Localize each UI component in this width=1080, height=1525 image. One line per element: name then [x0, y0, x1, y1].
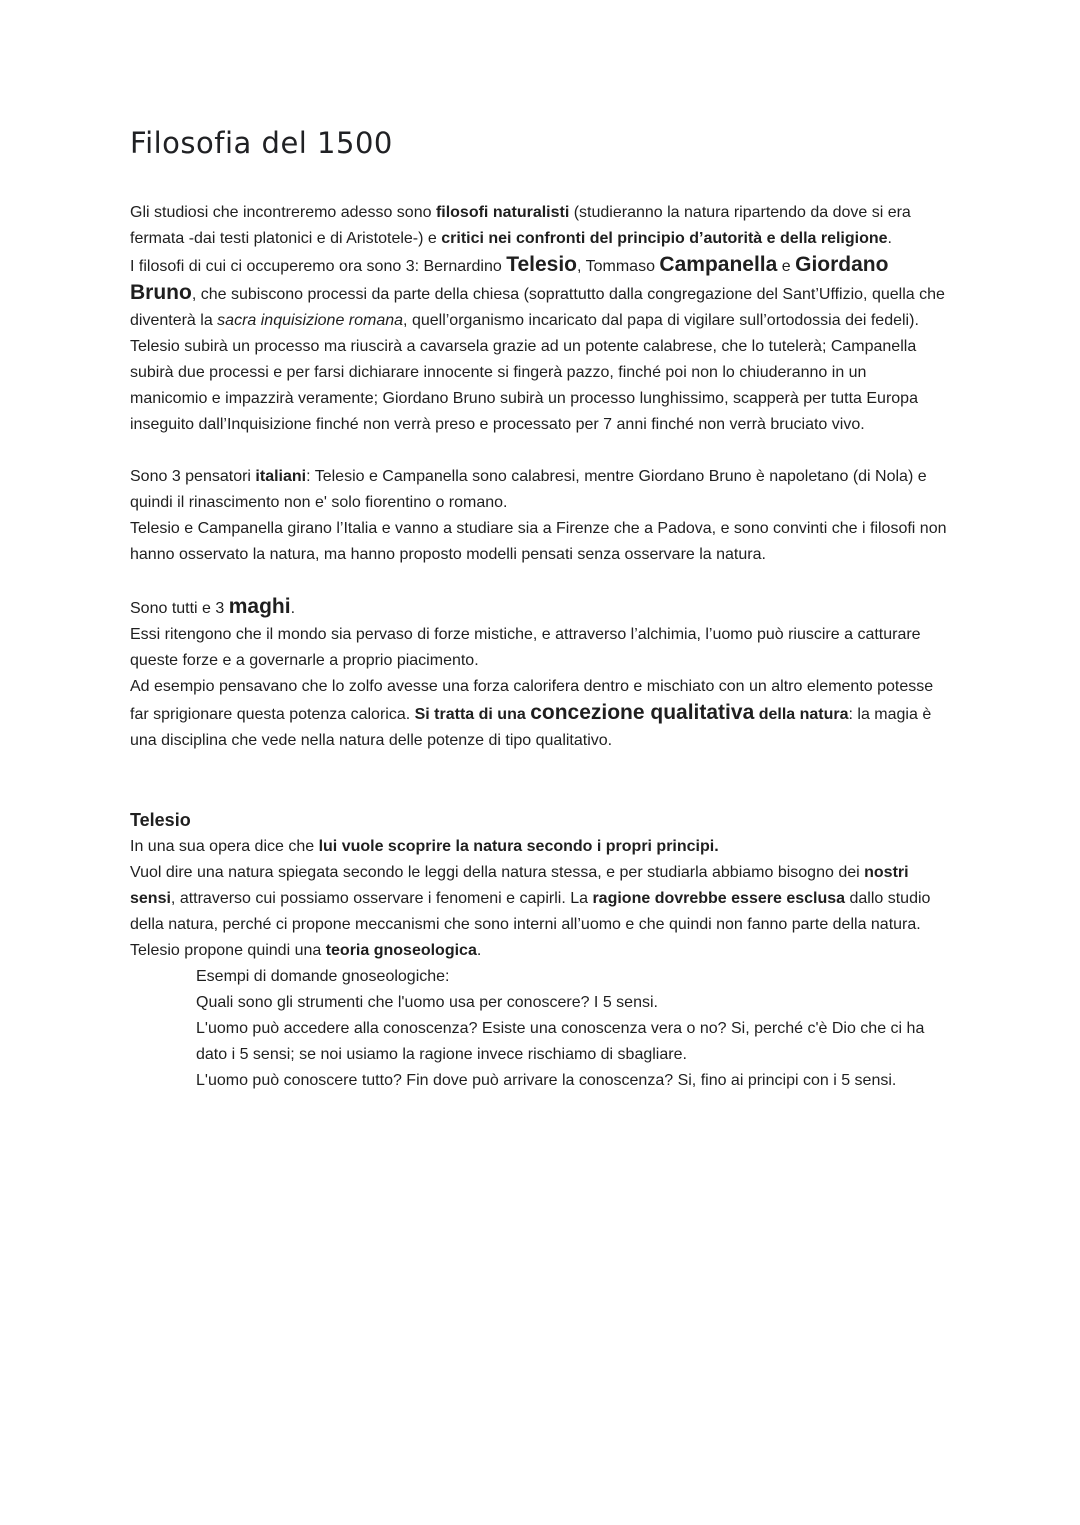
text-run: , quell’organismo incaricato dal papa di vigilare sull’ortodossia dei fedeli). — [403, 312, 919, 329]
text-run: Ad esempio pensavano che lo zolfo avesse una forza calorifera dentro e mischiato con un altro elemento potesse far sprigionare questa potenza calorica. — [130, 678, 934, 723]
text-run: : Telesio e Campanella sono calabresi, mentre Giordano Bruno è napoletano (di Nola) e quindi il rinascimento non e' solo fiorentino o romano. — [130, 468, 927, 511]
text-run: In una sua opera dice che — [130, 838, 319, 855]
blank-line — [130, 568, 948, 594]
text-run: Telesio — [130, 810, 191, 830]
paragraph — [130, 464, 948, 516]
blank-line — [130, 780, 948, 806]
text-run: Esempi di domande gnoseologiche: — [196, 968, 450, 985]
text-run: Vuol dire una natura spiegata secondo le leggi della natura stessa, e per studiarla abbiamo bisogno dei — [130, 864, 865, 881]
text-run: lui vuole scoprire la natura secondo i propri principi. — [318, 838, 719, 855]
paragraph — [130, 674, 948, 754]
text-run: Telesio subirà un processo ma riuscirà a cavarsela grazie ad un potente calabrese, che lo tutelerà; Campanella subirà due processi e per farsi dichiarare innocente si fingerà pazzo, finché poi non lo chiuderanno in un manicomio e impazzirà veramente; Giordano Bruno subirà un processo lunghissimo, scapperà per tutta Europa inseguito dall’Inquisizione finché non verrà preso e processato per 7 anni finché non verrà bruciato vivo. — [130, 338, 918, 433]
text-run: . — [290, 600, 296, 617]
paragraph — [130, 594, 948, 622]
paragraph — [130, 938, 948, 964]
paragraph — [130, 334, 948, 438]
document-body — [130, 200, 948, 1094]
section-heading — [130, 806, 948, 834]
text-run: ragione dovrebbe essere esclusa — [592, 890, 846, 907]
text-run: , Tommaso — [577, 258, 660, 275]
paragraph — [130, 200, 948, 252]
paragraph — [130, 990, 948, 1016]
text-run: Gli studiosi che incontreremo adesso sono — [130, 204, 436, 221]
text-run: teoria gnoseologica — [325, 942, 477, 959]
text-run: Sono tutti e 3 — [130, 600, 229, 617]
text-run: filosofi naturalisti — [435, 204, 570, 221]
text-run: critici nei confronti del principio d’autorità e della religione — [441, 230, 888, 247]
text-run: e — [777, 258, 796, 275]
blank-line — [130, 438, 948, 464]
text-run: Si tratta di una — [414, 706, 531, 723]
blank-line — [130, 754, 948, 780]
text-run: L'uomo può conoscere tutto? Fin dove può arrivare la conoscenza? Si, fino ai principi con i 5 sensi. — [196, 1072, 897, 1089]
paragraph — [130, 1016, 948, 1068]
paragraph — [130, 516, 948, 568]
text-run: maghi — [228, 595, 291, 618]
text-run: Quali sono gli strumenti che l'uomo usa per conoscere? I 5 sensi. — [196, 994, 658, 1011]
page-title: Filosofia del 1500 — [130, 126, 393, 160]
text-run: Giordano Bruno — [130, 253, 889, 304]
paragraph — [130, 964, 948, 990]
text-run: della natura — [754, 706, 849, 723]
text-run: concezione qualitativa — [530, 701, 755, 724]
document-page — [130, 126, 948, 1094]
text-run: italiani — [255, 468, 307, 485]
text-run: Sono 3 pensatori — [130, 468, 256, 485]
paragraph — [130, 252, 948, 334]
paragraph — [130, 834, 948, 860]
text-run: . — [887, 230, 892, 247]
text-run: sacra inquisizione romana — [217, 312, 404, 329]
text-run: : la magia è una disciplina che vede nella natura delle potenze di tipo qualitativo. — [130, 706, 932, 749]
text-run: . — [476, 942, 482, 959]
text-run: Telesio e Campanella girano l’Italia e vanno a studiare sia a Firenze che a Padova, e sono convinti che i filosofi non hanno osservato la natura, ma hanno proposto modelli pensati senza osservare la natura. — [130, 520, 947, 563]
text-run: dallo studio della natura, perché ci propone meccanismi che sono interni all’uomo e che quindi non fanno parte della natura. — [130, 890, 931, 933]
text-run: , attraverso cui possiamo osservare i fenomeni e capirli. La — [170, 890, 593, 907]
text-run: , che subiscono processi da parte della chiesa (soprattutto dalla congregazione del Sant’Uffizio, quella che diventerà la — [130, 286, 945, 329]
text-run: I filosofi di cui ci occuperemo ora sono 3: Bernardino — [130, 258, 507, 275]
paragraph — [130, 860, 948, 938]
paragraph — [130, 1068, 948, 1094]
text-run: Essi ritengono che il mondo sia pervaso di forze mistiche, e attraverso l’alchimia, l’uomo può riuscire a catturare queste forze e a governarle a proprio piacimento. — [130, 626, 921, 669]
text-run: Telesio propone quindi una — [130, 942, 326, 959]
text-run: Telesio — [506, 253, 578, 276]
text-run: L'uomo può accedere alla conoscenza? Esiste una conoscenza vera o no? Si, perché c'è Dio che ci ha dato i 5 sensi; se noi usiamo la ragione invece rischiamo di sbagliare. — [196, 1020, 925, 1063]
text-run: nostri sensi — [130, 864, 909, 907]
text-run: Campanella — [659, 253, 778, 276]
text-run: (studieranno la natura ripartendo da dove si era fermata -dai testi platonici e di Aristotele-) e — [130, 204, 911, 247]
paragraph — [130, 622, 948, 674]
